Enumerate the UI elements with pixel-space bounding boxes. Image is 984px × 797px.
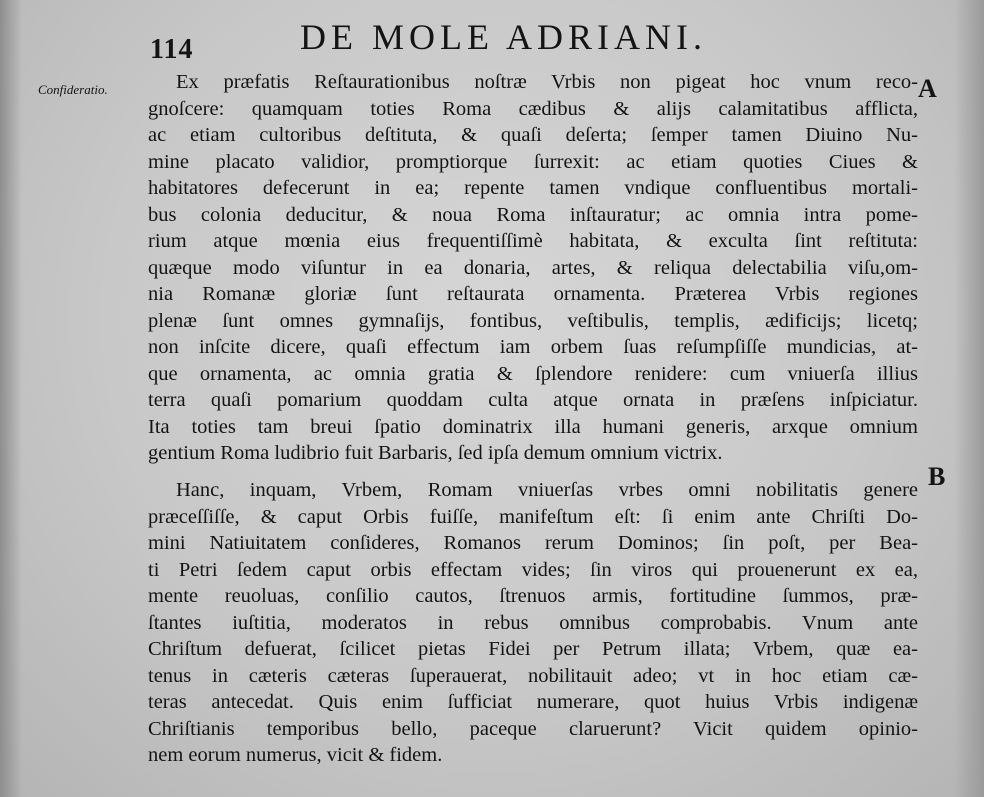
text-line: tenus in cæteris cæteras ſuperauerat, nobilitauit adeo; vt in hoc etiam cæ- [148, 664, 918, 687]
text-line: terra quaſi pomarium quoddam culta atque ornata in præſens inſpiciatur. [148, 389, 918, 411]
text-line: quæque modo viſuntur in ea donaria, artes, & reliqua delectabilia viſu,om- [148, 256, 918, 279]
text-line: mine placato validior, promptiorque ſurrexit: ac etiam quoties Ciues & [148, 150, 918, 173]
text-line: ſtantes iuſtitia, moderatos in rebus omnibus comprobabis. Vnum ante [148, 611, 918, 634]
margin-letter-b: B [928, 462, 946, 491]
text-line: gentium Roma ludibrio fuit Barbaris, ſed ipſa demum omnium victrix. [148, 442, 723, 464]
text-line: ac etiam cultoribus deſtituta, & quaſi deſerta; ſemper tamen Diuino Nu- [148, 124, 918, 146]
text-line: plenæ ſunt omnes gymnaſijs, fontibus, veſtibulis, templis, ædificijs; licetq; [148, 309, 918, 332]
text-line: nia Romanæ gloriæ ſunt reſtaurata ornamenta. Præterea Vrbis regiones [148, 283, 918, 305]
text-line: bus colonia deducitur, & noua Roma inſtauratur; ac omnia intra pome- [148, 203, 918, 226]
paragraph-1 [148, 69, 918, 467]
text-line: Hanc, inquam, Vrbem, Romam vniuerſas vrbes omni nobilitatis genere [176, 479, 918, 501]
text-line: non inſcite dicere, quaſi effectum iam orbem ſuas reſumpſiſſe mundicias, at- [148, 336, 918, 358]
text-line: mente reuoluas, conſilio cautos, ſtrenuos armis, fortitudine ſummos, præ- [148, 585, 918, 607]
text-line: que ornamenta, ac omnia gratia & ſplendore renidere: cum vniuerſa illius [148, 362, 918, 385]
text-line: rium atque mœnia eius frequentiſſimè habitata, & exculta ſint reſtituta: [148, 230, 918, 252]
running-title: DE MOLE ADRIANI. [300, 17, 707, 57]
text-line: Ex præfatis Reſtaurationibus noſtræ Vrbis non pigeat hoc vnum reco- [176, 71, 918, 93]
text-line: habitatores defecerunt in ea; repente tamen vndique confluentibus mortali- [148, 177, 918, 199]
text-line: nem eorum numerus, vicit & fidem. [148, 744, 443, 766]
margin-note: Confideratio. [38, 82, 108, 97]
text-line: gnoſcere: quamquam toties Roma cædibus & alijs calamitatibus afflicta, [148, 97, 918, 120]
text-line: Chriſtum defuerat, ſcilicet pietas Fidei per Petrum illata; Vrbem, quæ ea- [148, 638, 918, 660]
paragraph-2 [148, 477, 918, 769]
text-line: ti Petri ſedem caput orbis effectam vides; ſin viros qui prouenerunt ex ea, [148, 558, 918, 581]
text-line: Chriſtianis temporibus bello, paceque claruerunt? Vicit quidem opinio- [148, 717, 918, 740]
text-line: Ita toties tam breui ſpatio dominatrix illa humani generis, arxque omnium [148, 415, 918, 438]
text-line: præceſſiſſe, & caput Orbis fuiſſe, manifeſtum eſt: ſi enim ante Chriſti Do- [148, 505, 918, 528]
text-line: teras antecedat. Quis enim ſufficiat numerare, quot huius Vrbis indigenæ [148, 691, 918, 713]
margin-letter-a: A [918, 74, 937, 103]
text-line: mini Natiuitatem conſideres, Romanos rerum Dominos; ſin poſt, per Bea- [148, 532, 918, 554]
page-number: 114 [150, 34, 194, 65]
